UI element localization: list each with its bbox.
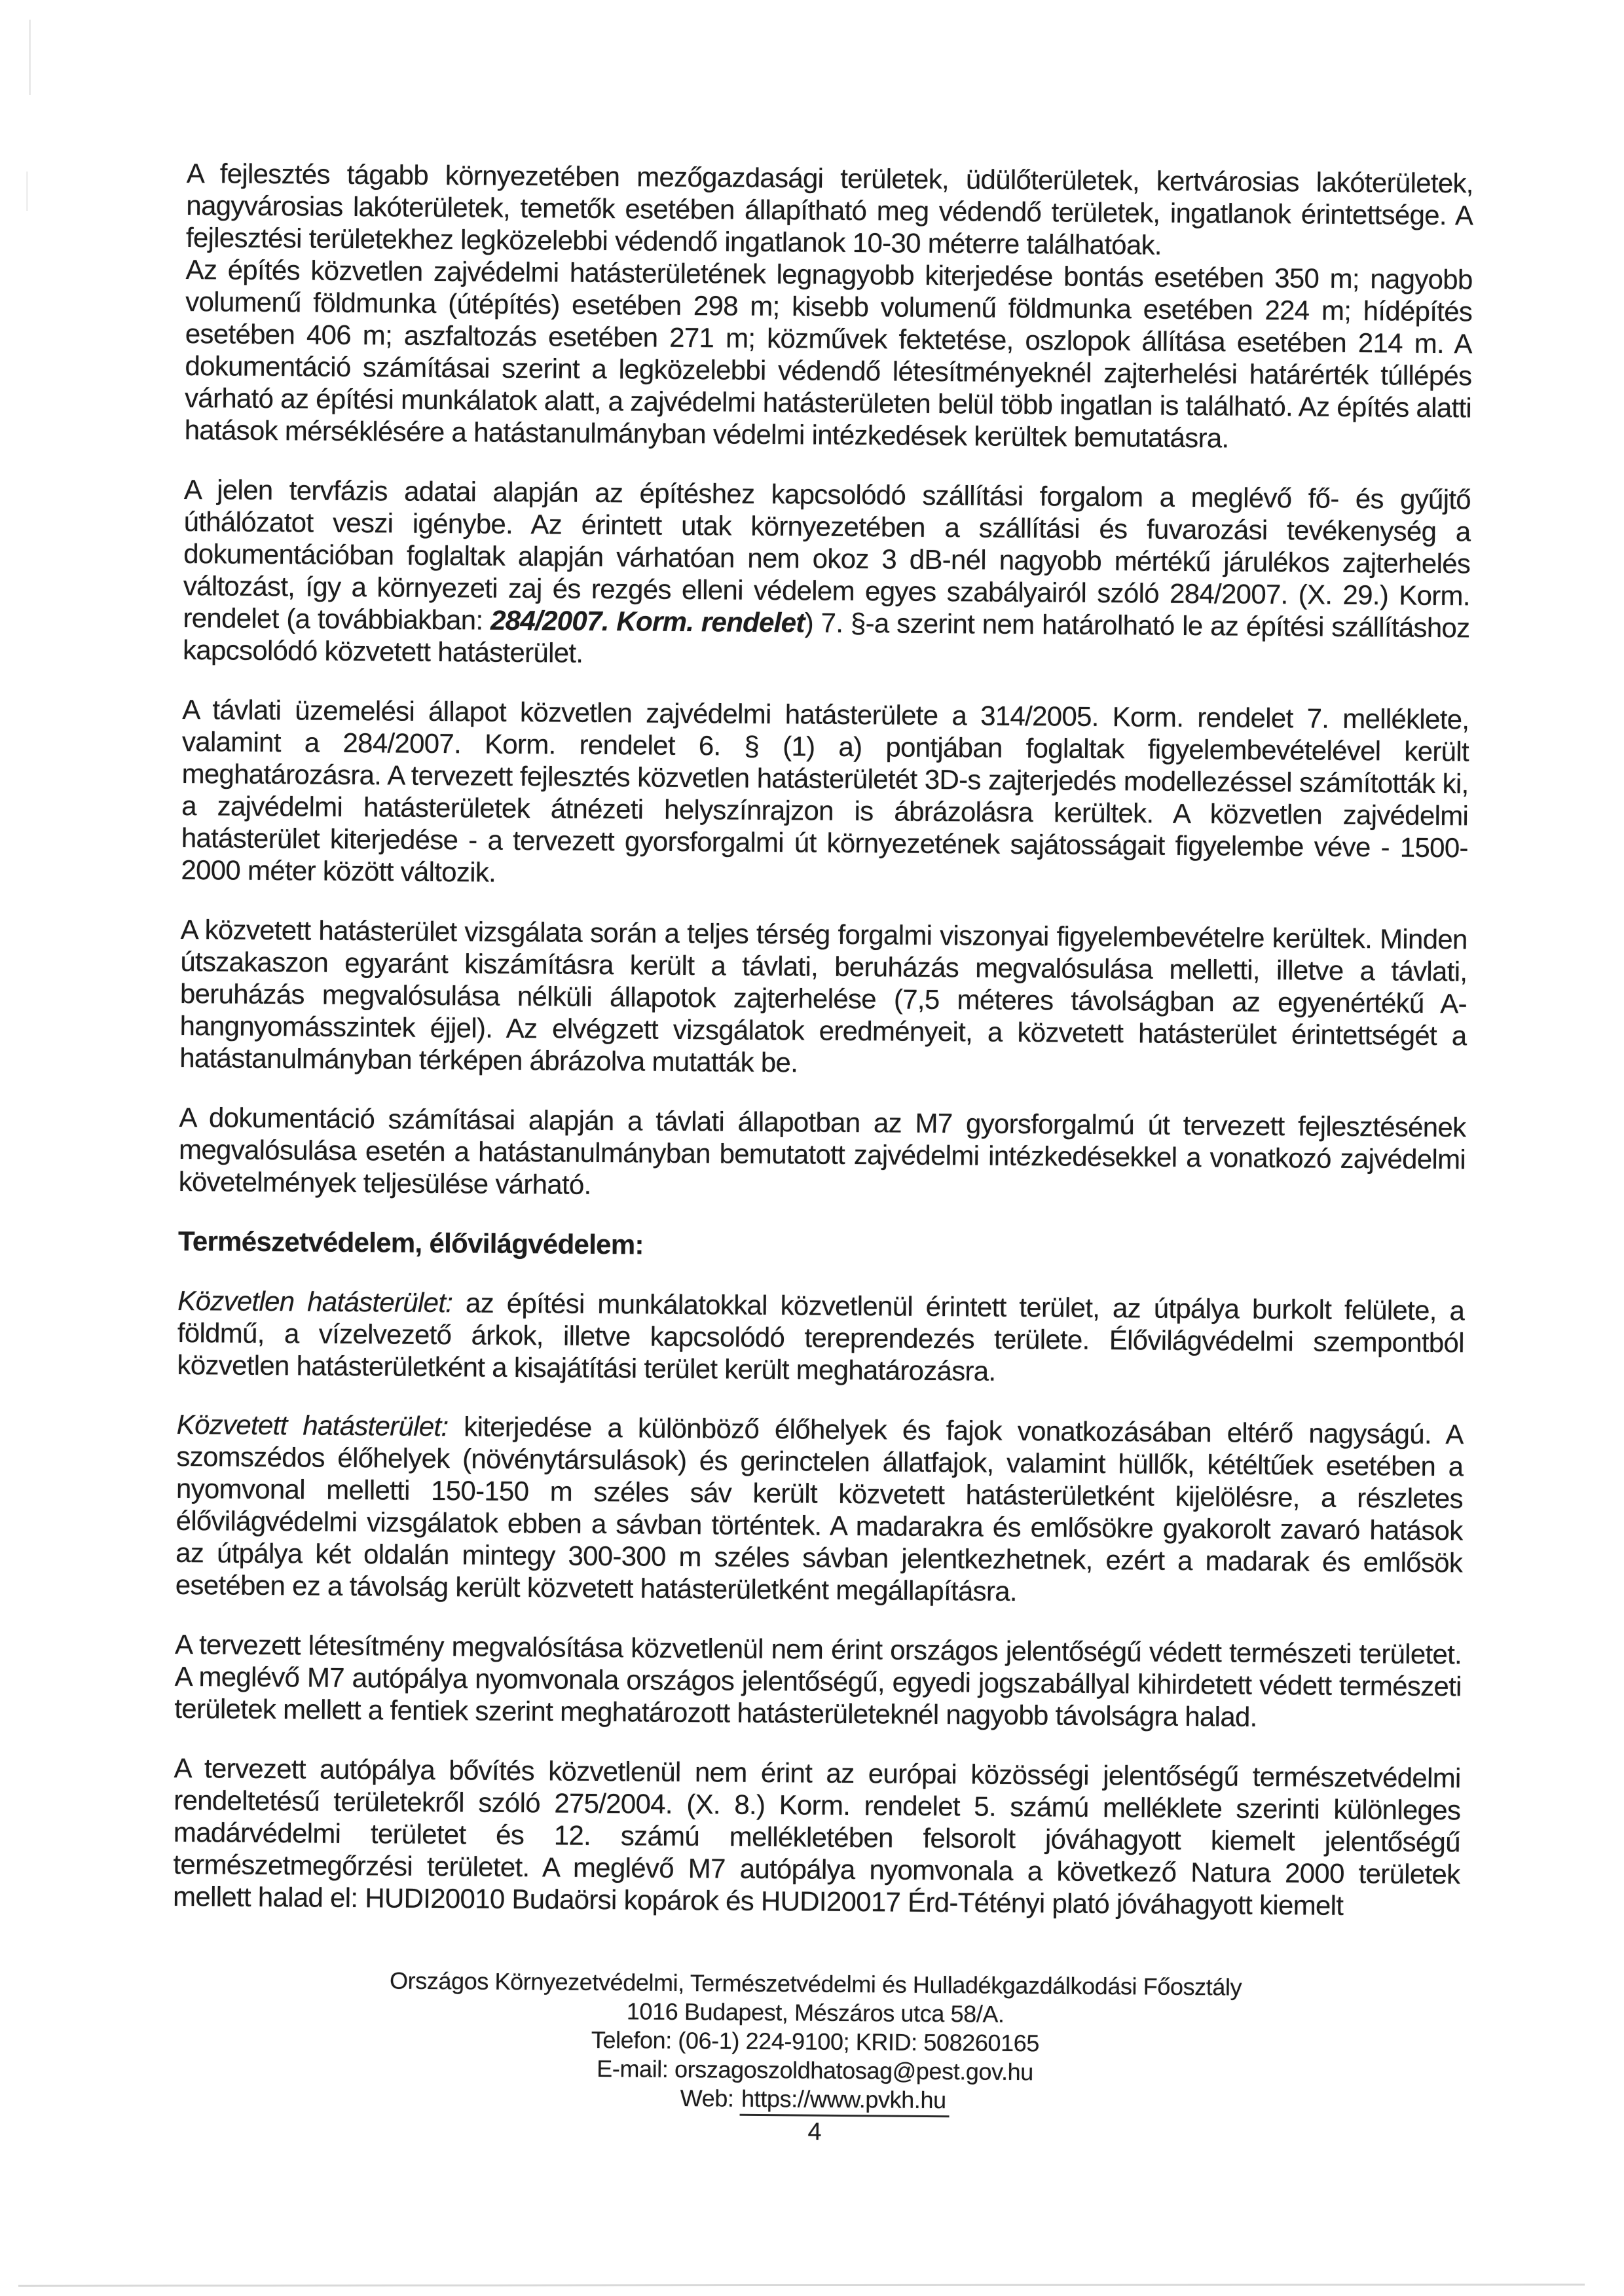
section-heading-nature-protection: Természetvédelem, élővilágvédelem: — [177, 1225, 644, 1260]
scan-artifact-bottom-line — [18, 2284, 1585, 2287]
letter-footer — [171, 1965, 1459, 2151]
footer-email: E-mail: orszagoszoldhatosag@pest.gov.hu — [597, 2055, 1034, 2086]
footer-web-url: https://www.pvkh.hu — [740, 2085, 950, 2118]
paragraph-transport-traffic-end: ) 7. §-a szerint nem határolható le az építési szállításhoz kapcsolódó közvetett hatásterület. — [182, 607, 1470, 668]
decree-reference-emphasis: 284/2007. Korm. rendelet — [490, 604, 805, 638]
footer-phone-krid: Telefon: (06-1) 224-9100; KRID: 508260165 — [591, 2026, 1040, 2057]
indirect-impact-lead-in: Közvetett hatásterület: — [176, 1408, 449, 1442]
paragraph-construction-noise-impact: Az építés közvetlen zajvédelmi hatásterületének legnagyobb kiterjedése bontás esetében 350 m; nagyobb volumenű földmunka (útépítés) esetében 298 m; kisebb volumenű földmunka esetében 224 m; hídépítés esetében 406 m; aszfaltozás esetében 271 m; közművek fektetése, oszlopok állítása esetében 214 m. A dokumentáció számításai szerint a legközelebbi védendő létesítményeknél zajterhelési határérték túllépés várható az építési munkálatok alatt, a zajvédelmi hatásterületen belül több ingatlan is található. Az építés alatti hatások mérséklésére a hatástanulmányban védelmi intézkedések kerültek bemutatásra. — [184, 253, 1473, 454]
footer-address: 1016 Budapest, Mészáros utca 58/A. — [626, 1997, 1005, 2028]
paragraph-natura2000: A tervezett autópálya bővítés közvetlenül nem érint az európai közösségi jelentőségű természetvédelmi rendeltetésű területekről szóló 275/2004. (X. 8.) Korm. rendelet 5. számú melléklete szerinti különleges madárvédelmi területet és 12. számú mellékletében felsorolt jóváhagyott kiemelt jelentőségű természetmegőrzési területet. A meglévő M7 autópálya nyomvonala a következő Natura 2000 területek mellett halad el: HUDI20010 Budaörsi kopárok és HUDI20017 Érd-Tétényi plató jóváhagyott kiemelt — [172, 1752, 1461, 1921]
paragraph-transport-traffic-text: A jelen tervfázis adatai alapján az építéshez kapcsolódó szállítási forgalom a meglévő fő- és gyűjtő úthálózatot veszi igénybe. Az érintett utak környezetében a szállítási és fuvarozási tevékenység a dokumentációban foglaltak alapján várhatóan nem okoz 3 dB-nél nagyobb mértékű járulékos zajterhelés változást, így a környezeti zaj és rezgés elleni védelem egyes szabályairól szóló 284/2007. (X. 29.) Korm. rendelet (a továbbiakban: — [183, 473, 1471, 636]
paragraph-indirect-impact-study: A közvetett hatásterület vizsgálata során a teljes térség forgalmi viszonyai figyelembevételre kerültek. Minden útszakaszon egyaránt kiszámításra került a távlati, beruházás megvalósulása melletti, illetve a távlati, beruházás megvalósulása nélküli állapotok zajterhelése (7,5 méteres távolságban az egyenértékű A-hangnyomásszintek éjjel). Az elvégzett vizsgálatok eredményeit, a közvetett hatásterület érintettségét a hatástanulmányban térképen ábrázolva mutatták be. — [179, 913, 1467, 1078]
paragraph-indirect-impact-text: kiterjedése a különböző élőhelyek és fajok vonatkozásában eltérő nagyságú. A szomszédos élőhelyek (növénytársulások) és gerinctelen állatfajok, valamint hüllők, kétéltűek esetében a nyomvonal melletti 150-150 m széles sáv került közvetett hatásterületként kijelölésre, a részletes élővilágvédelmi vizsgálatok ebben a sávban történtek. A madarakra és emlősökre gyakorolt zavaró hatások az útpálya két oldalán mintegy 300-300 m széles sávban jelentkezhetnek, ezért a madarak és emlősök esetében ez a távolság került közvetett hatásterületként megállapításra. — [175, 1411, 1464, 1607]
footer-web-label: Web: — [680, 2085, 741, 2112]
footer-department: Országos Környezetvédelmi, Természetvédelmi és Hulladékgazdálkodási Főosztály — [389, 1967, 1242, 2001]
document-body — [171, 157, 1473, 2176]
paragraph-national-protected-areas: A tervezett létesítmény megvalósítása közvetlenül nem érint országos jelentőségű védett természeti területet. A meglévő M7 autópálya nyomvonala országos jelentőségű, egyedi jogszabállyal kihirdetett védett természeti területek mellett a fentiek szerint meghatározott hatásterületeknél nagyobb távolságra halad. — [174, 1628, 1462, 1732]
paragraph-transport-traffic — [183, 473, 1471, 676]
scan-artifact-vertical-line — [29, 20, 31, 95]
page-number: 4 — [807, 2118, 822, 2146]
paragraph-operational-noise-area: A távlati üzemelési állapot közvetlen zajvédelmi hatásterülete a 314/2005. Korm. rendelet 7. melléklete, valamint a 284/2007. Korm. rendelet 6. § (1) a) pontjában foglaltak figyelembevételével került meghatározásra. A tervezett fejlesztés közvetlen hatásterületét 3D-s zajterjedés modellezéssel számították ki, a zajvédelmi hatásterületek átnézeti helyszínrajzon is ábrázolásra kerültek. A közvetlen zajvédelmi hatásterület kiterjedése - a tervezett gyorsforgalmi út környezetének sajátosságait figyelembe véve - 1500-2000 méter között változik. — [181, 693, 1469, 888]
scan-artifact-vertical-line-faint — [26, 172, 28, 211]
paragraph-direct-impact-area — [177, 1285, 1464, 1391]
paragraph-direct-impact-text: az építési munkálatokkal közvetlenül érintett terület, az útpálya burkolt felülete, a földmű, a vízelvezető árkok, illetve kapcsolódó tereprendezés területe. Élővilágvédelmi szempontból közvetlen hatásterületként a kisajátítási terület került meghatározásra. — [177, 1287, 1465, 1387]
paragraph-m7-noise-conclusion: A dokumentáció számításai alapján a távlati állapotban az M7 gyorsforgalmú út tervezett fejlesztésének megvalósulása esetén a hatástanulmányban bemutatott zajvédelmi intézkedésekkel a vonatkozó zajvédelmi követelmények teljesülése várható. — [178, 1101, 1466, 1200]
paragraph-indirect-impact-area — [175, 1408, 1464, 1611]
direct-impact-lead-in: Közvetlen hatásterület: — [177, 1285, 453, 1319]
paragraph-protected-areas: A fejlesztés tágabb környezetében mezőgazdasági területek, üdülőterületek, kertvárosias lakóterületek, nagyvárosias lakóterületek, temetők esetében állapítható meg védendő területek, ingatlanok érintettsége. A fejlesztési területekhez legközelebbi védendő ingatlanok 10-30 méterre találhatóak. — [185, 157, 1473, 261]
